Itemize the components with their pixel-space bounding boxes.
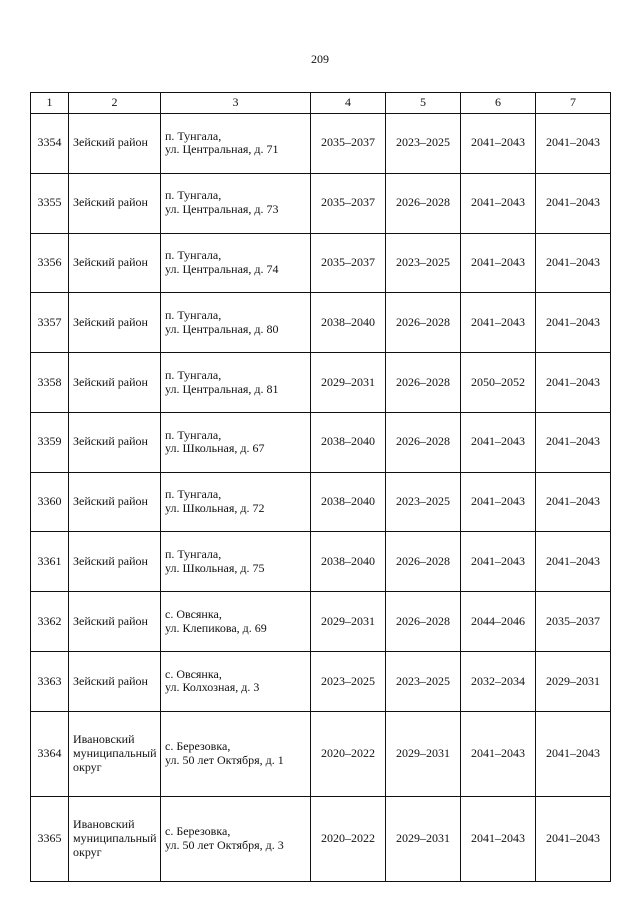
address-settlement: с. Овсянка, <box>165 666 222 681</box>
table-row <box>31 796 611 881</box>
address-street: ул. Центральная, д. 81 <box>165 381 279 396</box>
column-number-row <box>31 93 611 114</box>
period-col4: 2035–2037 <box>311 233 386 293</box>
address-street: ул. Колхозная, д. 3 <box>165 680 260 695</box>
period-col7: 2041–2043 <box>536 412 611 472</box>
address-street: ул. Школьная, д. 72 <box>165 501 265 516</box>
period-col7: 2041–2043 <box>536 353 611 413</box>
address-settlement: с. Овсянка, <box>165 606 222 621</box>
district-cell: Зейский район <box>69 114 161 174</box>
address-street: ул. Центральная, д. 73 <box>165 202 279 217</box>
row-id: 3360 <box>31 472 69 532</box>
address-cell <box>161 532 311 592</box>
district-cell: Зейский район <box>69 233 161 293</box>
row-id: 3363 <box>31 652 69 712</box>
table-row <box>31 472 611 532</box>
period-col6: 2041–2043 <box>461 796 536 881</box>
address-street: ул. Школьная, д. 67 <box>165 441 265 456</box>
column-number-3: 3 <box>161 93 311 114</box>
address-cell <box>161 114 311 174</box>
address-street: ул. Центральная, д. 71 <box>165 142 279 157</box>
row-id: 3365 <box>31 796 69 881</box>
period-col4: 2035–2037 <box>311 114 386 174</box>
period-col7: 2041–2043 <box>536 711 611 796</box>
district-cell: Зейский район <box>69 592 161 652</box>
period-col6: 2044–2046 <box>461 592 536 652</box>
period-col6: 2041–2043 <box>461 233 536 293</box>
address-settlement: п. Тунгала, <box>165 128 222 143</box>
table-row <box>31 592 611 652</box>
address-settlement: п. Тунгала, <box>165 487 222 502</box>
period-col5: 2029–2031 <box>386 711 461 796</box>
address-cell <box>161 293 311 353</box>
column-number-7: 7 <box>536 93 611 114</box>
address-settlement: п. Тунгала, <box>165 367 222 382</box>
period-col6: 2041–2043 <box>461 532 536 592</box>
period-col4: 2035–2037 <box>311 173 386 233</box>
column-number-1: 1 <box>31 93 69 114</box>
address-settlement: п. Тунгала, <box>165 188 222 203</box>
address-street: ул. Школьная, д. 75 <box>165 560 265 575</box>
period-col4: 2023–2025 <box>311 652 386 712</box>
column-number-4: 4 <box>311 93 386 114</box>
period-col7: 2041–2043 <box>536 472 611 532</box>
table-row <box>31 233 611 293</box>
address-street: ул. Клепикова, д. 69 <box>165 620 267 635</box>
period-col5: 2023–2025 <box>386 114 461 174</box>
period-col7: 2041–2043 <box>536 173 611 233</box>
district-cell: Зейский район <box>69 652 161 712</box>
housing-repair-table <box>30 92 611 882</box>
district-cell: Зейский район <box>69 472 161 532</box>
address-cell <box>161 592 311 652</box>
address-settlement: п. Тунгала, <box>165 307 222 322</box>
district-cell: Зейский район <box>69 412 161 472</box>
period-col7: 2029–2031 <box>536 652 611 712</box>
period-col5: 2026–2028 <box>386 592 461 652</box>
period-col7: 2041–2043 <box>536 532 611 592</box>
address-cell <box>161 652 311 712</box>
district-cell: Зейский район <box>69 532 161 592</box>
table-row <box>31 532 611 592</box>
address-street: ул. 50 лет Октября, д. 1 <box>165 752 284 767</box>
address-cell <box>161 412 311 472</box>
address-cell <box>161 472 311 532</box>
column-number-6: 6 <box>461 93 536 114</box>
period-col6: 2041–2043 <box>461 472 536 532</box>
period-col4: 2029–2031 <box>311 592 386 652</box>
row-id: 3359 <box>31 412 69 472</box>
page-number: 209 <box>311 52 329 66</box>
period-col5: 2023–2025 <box>386 472 461 532</box>
row-id: 3354 <box>31 114 69 174</box>
period-col5: 2026–2028 <box>386 293 461 353</box>
address-settlement: с. Березовка, <box>165 739 231 754</box>
period-col5: 2026–2028 <box>386 353 461 413</box>
table-row <box>31 114 611 174</box>
district-cell: Ивановский муниципальный округ <box>69 796 161 881</box>
period-col4: 2038–2040 <box>311 472 386 532</box>
table-row <box>31 353 611 413</box>
period-col7: 2041–2043 <box>536 796 611 881</box>
address-street: ул. Центральная, д. 80 <box>165 321 279 336</box>
period-col6: 2041–2043 <box>461 412 536 472</box>
row-id: 3362 <box>31 592 69 652</box>
district-cell: Зейский район <box>69 173 161 233</box>
period-col7: 2041–2043 <box>536 114 611 174</box>
period-col4: 2020–2022 <box>311 796 386 881</box>
row-id: 3364 <box>31 711 69 796</box>
column-number-5: 5 <box>386 93 461 114</box>
table-row <box>31 293 611 353</box>
district-cell: Зейский район <box>69 353 161 413</box>
district-cell: Ивановский муниципальный округ <box>69 711 161 796</box>
address-settlement: п. Тунгала, <box>165 427 222 442</box>
district-cell: Зейский район <box>69 293 161 353</box>
address-cell <box>161 796 311 881</box>
address-settlement: с. Березовка, <box>165 824 231 839</box>
period-col6: 2041–2043 <box>461 711 536 796</box>
period-col5: 2026–2028 <box>386 412 461 472</box>
column-number-2: 2 <box>69 93 161 114</box>
address-cell <box>161 173 311 233</box>
row-id: 3361 <box>31 532 69 592</box>
table-row <box>31 412 611 472</box>
period-col5: 2026–2028 <box>386 173 461 233</box>
period-col5: 2023–2025 <box>386 652 461 712</box>
period-col6: 2041–2043 <box>461 173 536 233</box>
period-col6: 2050–2052 <box>461 353 536 413</box>
period-col5: 2026–2028 <box>386 532 461 592</box>
period-col6: 2041–2043 <box>461 293 536 353</box>
address-settlement: п. Тунгала, <box>165 547 222 562</box>
row-id: 3358 <box>31 353 69 413</box>
period-col7: 2035–2037 <box>536 592 611 652</box>
table-row <box>31 652 611 712</box>
period-col4: 2020–2022 <box>311 711 386 796</box>
address-settlement: п. Тунгала, <box>165 248 222 263</box>
period-col7: 2041–2043 <box>536 233 611 293</box>
period-col5: 2029–2031 <box>386 796 461 881</box>
row-id: 3355 <box>31 173 69 233</box>
period-col5: 2023–2025 <box>386 233 461 293</box>
address-cell <box>161 353 311 413</box>
address-street: ул. Центральная, д. 74 <box>165 261 279 276</box>
row-id: 3356 <box>31 233 69 293</box>
address-cell <box>161 233 311 293</box>
table-row <box>31 173 611 233</box>
period-col7: 2041–2043 <box>536 293 611 353</box>
table-row <box>31 711 611 796</box>
address-street: ул. 50 лет Октября, д. 3 <box>165 837 284 852</box>
period-col6: 2041–2043 <box>461 114 536 174</box>
period-col4: 2038–2040 <box>311 532 386 592</box>
row-id: 3357 <box>31 293 69 353</box>
period-col4: 2038–2040 <box>311 412 386 472</box>
period-col6: 2032–2034 <box>461 652 536 712</box>
document-sheet <box>30 92 610 882</box>
address-cell <box>161 711 311 796</box>
period-col4: 2029–2031 <box>311 353 386 413</box>
period-col4: 2038–2040 <box>311 293 386 353</box>
